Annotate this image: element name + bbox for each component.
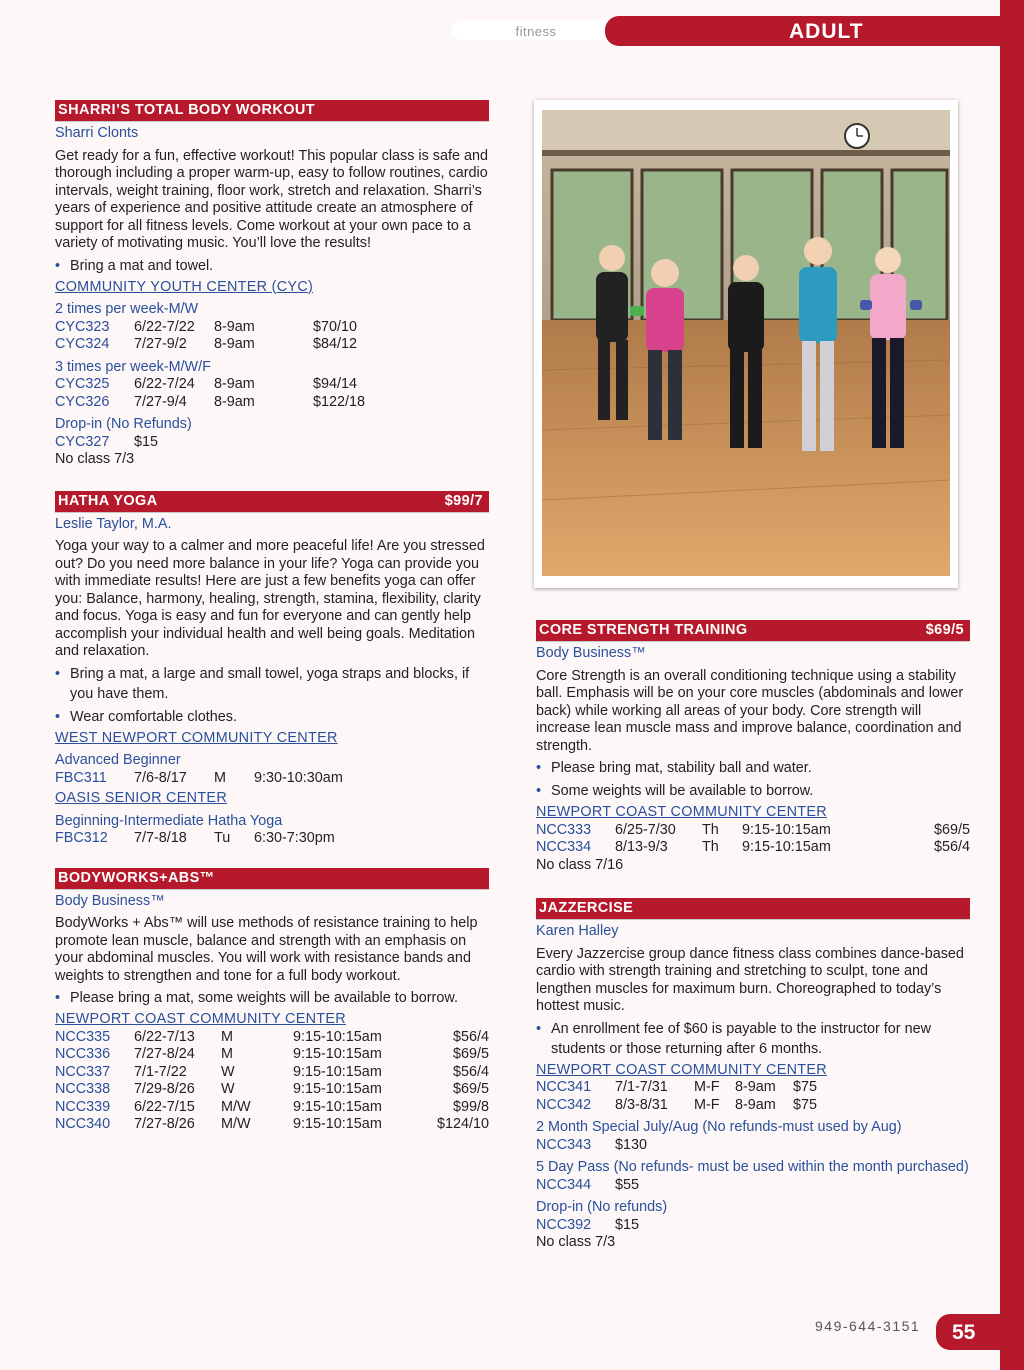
course-code[interactable]: CYC324: [55, 336, 110, 352]
dropin-label: Drop-in (No Refunds): [55, 416, 192, 432]
class-header: [55, 868, 489, 890]
class-header: [536, 620, 970, 642]
time: 9:30-10:30am: [254, 769, 343, 786]
instructor: Leslie Taylor, M.A.: [55, 515, 172, 532]
fee: $69/5: [452, 1046, 489, 1062]
day: M: [221, 1046, 233, 1062]
fee: $55: [615, 1176, 640, 1193]
right-column: [536, 620, 970, 1270]
day: M/W: [221, 1116, 251, 1132]
class-description: Every Jazzercise group dance fitness class combines dance-based cardio with strength training and stretching to sculpt, tone and lengthen muscles for maximum burn. Choreographed to today’s hottest music.: [536, 945, 964, 1014]
fee: $75: [793, 1096, 818, 1113]
class-title: CORE STRENGTH TRAINING: [539, 622, 748, 638]
day: M: [214, 769, 226, 786]
dates: 8/13-9/3: [615, 839, 668, 855]
class-title: HATHA YOGA: [58, 492, 158, 509]
day: M-F: [694, 1079, 720, 1095]
class-description: Core Strength is an overall conditioning technique using a stability ball. Emphasis will be on your core muscles (abdominals and lower back) while working all areas of your body. Core strength will increase lean muscle mass and improve balance, coordination and strength.: [536, 667, 964, 754]
dates: 8/3-8/31: [615, 1096, 668, 1113]
time: 8-9am: [735, 1096, 776, 1113]
bullet-list: [55, 256, 489, 276]
time: 9:15-10:15am: [293, 1046, 382, 1062]
class-sharri: [55, 100, 489, 469]
page-number: 55: [936, 1314, 1000, 1350]
fee: $69/5: [452, 1081, 489, 1097]
bullet-list: [536, 1019, 970, 1059]
fee: $70/10: [313, 318, 358, 335]
class-price: $69/5: [925, 622, 964, 638]
dates: 6/22-7/13: [134, 1028, 195, 1045]
course-code[interactable]: NCC335: [55, 1028, 111, 1045]
time: 9:15-10:15am: [293, 1081, 382, 1097]
fee: $69/5: [933, 821, 970, 838]
group-label: 2 times per week-M/W: [55, 301, 199, 317]
center-link[interactable]: NEWPORT COAST COMMUNITY CENTER: [536, 804, 827, 820]
schedule-row: [55, 434, 489, 452]
fee: $84/12: [313, 336, 358, 352]
fee: $75: [793, 1079, 818, 1095]
course-code[interactable]: NCC392: [536, 1216, 592, 1233]
instructor: Body Business™: [536, 645, 646, 661]
dates: 7/1-7/22: [134, 1063, 187, 1080]
course-code[interactable]: NCC337: [55, 1063, 111, 1080]
time: 9:15-10:15am: [293, 1116, 382, 1132]
fee: $130: [615, 1136, 648, 1153]
time: 8-9am: [214, 393, 255, 410]
course-code[interactable]: FBC312: [55, 830, 108, 846]
bullet-list: [536, 758, 970, 801]
bullet-item: • Bring a mat and towel.: [55, 256, 489, 276]
course-code[interactable]: CYC326: [55, 393, 110, 410]
fee: $122/18: [313, 393, 366, 410]
class-note: No class 7/3: [55, 451, 135, 467]
center-link[interactable]: NEWPORT COAST COMMUNITY CENTER: [55, 1011, 346, 1027]
day: Th: [702, 839, 719, 855]
time: 9:15-10:15am: [742, 821, 831, 838]
course-code[interactable]: CYC323: [55, 318, 110, 335]
dates: 7/1-7/31: [615, 1079, 668, 1095]
class-description: Get ready for a fun, effective workout! This popular class is safe and thorough including a proper warm-up, easy to follow routines, cardio intervals, weight training, floor work, stretch and relaxation. Sharri’s years of experience and positive attitude create an atmosphere of support for all fitness levels. Come workout at your own pace to a variety of motivating music. You’ll love the results!: [55, 147, 489, 251]
class-header: [536, 898, 970, 920]
schedule-row: [55, 394, 489, 412]
bullet-list: [55, 664, 489, 727]
schedule-row: [55, 1116, 489, 1134]
class-bodyworks: [55, 868, 489, 1134]
course-code[interactable]: NCC339: [55, 1098, 111, 1115]
group-label: Advanced Beginner: [55, 752, 181, 768]
class-header: [55, 491, 489, 513]
center-link[interactable]: WEST NEWPORT COMMUNITY CENTER: [55, 729, 338, 746]
fee: $56/4: [452, 1063, 489, 1080]
instructor: Sharri Clonts: [55, 125, 139, 141]
schedule-row: [536, 839, 970, 857]
fee: $15: [615, 1216, 640, 1233]
dates: 7/27-9/4: [134, 393, 187, 410]
schedule-row: [536, 1097, 970, 1115]
schedule-table: [55, 1029, 489, 1134]
course-code[interactable]: NCC344: [536, 1176, 592, 1193]
time: 9:15-10:15am: [293, 1028, 382, 1045]
schedule-row: [55, 1046, 489, 1064]
fee: $56/4: [933, 839, 970, 855]
section-tab: ADULT: [605, 16, 1000, 46]
instructor: Karen Halley: [536, 923, 619, 939]
schedule-row: [55, 319, 489, 337]
course-code[interactable]: NCC338: [55, 1081, 111, 1097]
schedule-row: [536, 822, 970, 840]
course-code[interactable]: NCC342: [536, 1096, 592, 1113]
class-description: Yoga your way to a calmer and more peaceful life! Are you stressed out? Do you need more balance in your life? Yoga can provide you with immediate results! Here are just a few benefits yoga can offer you: Balance, harmony, healing, strength, stamina, flexibility, clarity and focus. Yoga is easy and fun for everyone and can gently help accomplish your individual health and well being goals. Meditation and relaxation.: [55, 538, 485, 659]
schedule-row: [55, 1064, 489, 1082]
side-bar: [1000, 0, 1024, 1370]
class-jazzercise: [536, 898, 970, 1252]
bullet-item: • Bring a mat, a large and small towel, yoga straps and blocks, if you have them.: [55, 664, 489, 704]
course-code[interactable]: NCC334: [536, 839, 592, 855]
course-code[interactable]: CYC325: [55, 376, 110, 392]
fee: $124/10: [436, 1116, 489, 1132]
dates: 7/27-8/24: [134, 1046, 195, 1062]
day: W: [221, 1081, 235, 1097]
bullet-item: • Wear comfortable clothes.: [55, 707, 489, 727]
course-code[interactable]: FBC311: [55, 769, 107, 786]
schedule-row: [55, 336, 489, 354]
schedule-table: [536, 822, 970, 857]
schedule-row: [55, 376, 489, 394]
fee: $56/4: [452, 1028, 489, 1045]
fee: $94/14: [313, 376, 358, 392]
day: M/W: [221, 1098, 251, 1115]
schedule-row: [536, 1079, 970, 1097]
dates: 7/27-9/2: [134, 336, 187, 352]
course-code[interactable]: NCC340: [55, 1116, 111, 1132]
schedule-row: [55, 830, 489, 848]
bullet-item: • Some weights will be available to borrow.: [536, 781, 970, 801]
schedule-row: [55, 1099, 489, 1117]
group-label: 5 Day Pass (No refunds- must be used within the month purchased): [536, 1159, 969, 1175]
time: 9:15-10:15am: [293, 1063, 382, 1080]
dates: 6/22-7/22: [134, 318, 195, 335]
schedule-table: [536, 1079, 970, 1114]
bullet-item: • Please bring a mat, some weights will be available to borrow.: [55, 988, 489, 1008]
center-link[interactable]: COMMUNITY YOUTH CENTER (CYC): [55, 278, 314, 295]
class-note: No class 7/16: [536, 856, 624, 873]
instructor: Body Business™: [55, 892, 165, 909]
schedule-row: [55, 1029, 489, 1047]
schedule-row: [536, 1217, 970, 1235]
phone-number: 949-644-3151: [815, 1318, 921, 1334]
schedule-row: [536, 1137, 970, 1155]
schedule-row: [55, 1081, 489, 1099]
bullet-list: [55, 988, 489, 1008]
left-column: [55, 100, 489, 1152]
schedule-row: [536, 1177, 970, 1195]
dropin-label: Drop-in (No refunds): [536, 1199, 668, 1215]
dates: 6/25-7/30: [615, 821, 676, 838]
dates: 6/22-7/24: [134, 376, 195, 392]
fee: $99/8: [452, 1098, 489, 1115]
class-title: SHARRI’S TOTAL BODY WORKOUT: [58, 102, 316, 118]
dates: 7/27-8/26: [134, 1116, 195, 1132]
fee: $15: [134, 433, 159, 450]
center-link[interactable]: OASIS SENIOR CENTER: [55, 790, 228, 806]
course-code[interactable]: NCC341: [536, 1079, 592, 1095]
day: W: [221, 1063, 235, 1080]
group-label: 3 times per week-M/W/F: [55, 358, 211, 375]
fitness-class-photo: [542, 110, 950, 576]
course-code[interactable]: NCC336: [55, 1046, 111, 1062]
bullet-item: • Please bring mat, stability ball and water.: [536, 758, 970, 778]
schedule-row: [55, 770, 489, 788]
center-link[interactable]: NEWPORT COAST COMMUNITY CENTER: [536, 1061, 827, 1078]
day: Tu: [214, 830, 231, 846]
day: Th: [702, 821, 719, 838]
class-note: No class 7/3: [536, 1234, 616, 1250]
time: 9:15-10:15am: [293, 1098, 382, 1115]
dates: 7/6-8/17: [134, 769, 187, 786]
class-hatha: [55, 491, 489, 848]
day: M-F: [694, 1096, 720, 1113]
category-tab: fitness: [452, 20, 620, 40]
class-description: BodyWorks + Abs™ will use methods of resistance training to help promote lean muscle, balance and strength with an emphasis on your abdominal muscles. You will work with resistance bands and weights to strengthen and tone for a full body workout.: [55, 915, 478, 984]
bullet-item: • An enrollment fee of $60 is payable to the instructor for new students or those returning after 6 months.: [536, 1019, 970, 1059]
course-code[interactable]: CYC327: [55, 433, 110, 450]
dates: 6/22-7/15: [134, 1098, 195, 1115]
time: 9:15-10:15am: [742, 839, 831, 855]
time: 6:30-7:30pm: [254, 830, 335, 846]
group-label: Beginning-Intermediate Hatha Yoga: [55, 812, 283, 829]
class-photo: [534, 100, 958, 588]
course-code[interactable]: NCC343: [536, 1136, 592, 1153]
course-code[interactable]: NCC333: [536, 821, 592, 838]
class-core: [536, 620, 970, 874]
class-header: [55, 100, 489, 122]
dates: 7/29-8/26: [134, 1081, 195, 1097]
class-title: JAZZERCISE: [539, 900, 634, 916]
dates: 7/7-8/18: [134, 830, 187, 846]
group-label: 2 Month Special July/Aug (No refunds-must used by Aug): [536, 1119, 902, 1135]
time: 8-9am: [214, 376, 255, 392]
day: M: [221, 1028, 233, 1045]
time: 8-9am: [214, 318, 255, 335]
class-title: BODYWORKS+ABS™: [58, 869, 215, 886]
time: 8-9am: [735, 1079, 776, 1095]
class-price: $99/7: [444, 492, 483, 509]
time: 8-9am: [214, 336, 255, 352]
